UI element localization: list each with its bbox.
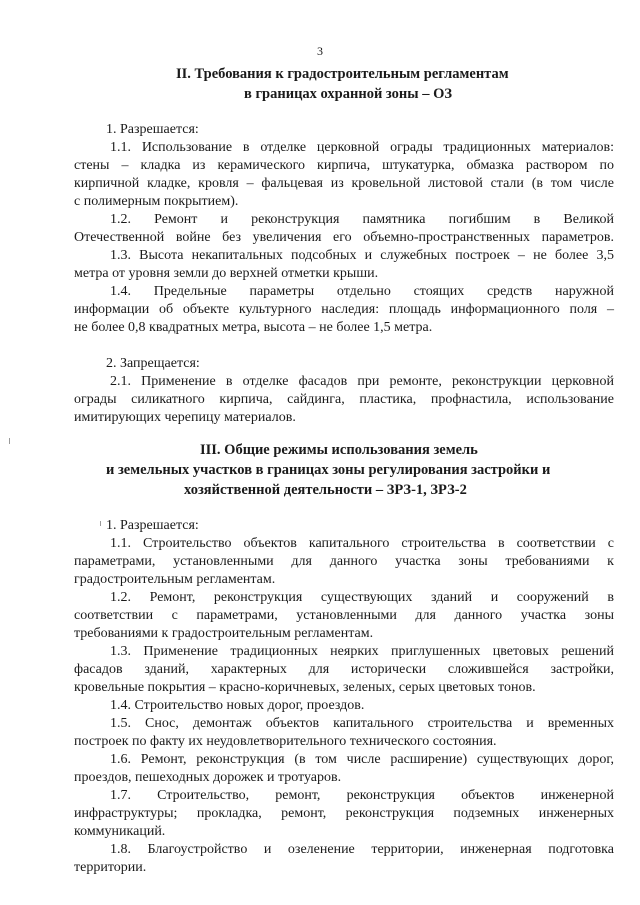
section-2-prohibited-label: 2. Запрещается: <box>106 356 200 371</box>
section-2-permitted-label: 1. Разрешается: <box>106 122 199 137</box>
section-3-line: кровельные покрытия – красно-коричневых, зеленых, серых цветовых тонов. <box>74 680 536 695</box>
section-2-line: кирпичной кладке, кровля – фальцевая из кровельной листовой стали (в том числе <box>74 176 614 191</box>
section-2-line: 1.2. Ремонт и реконструкция памятника погибшим в Великой <box>110 212 614 227</box>
section-3-title-line-2: и земельных участков в границах зоны регулирования застройки и <box>106 462 551 478</box>
section-3-line: соответствии с параметрами, установленными для данного участка зоны <box>74 608 614 623</box>
section-3-line: параметрами, установленными для данного участка зоны требованиями к <box>74 554 614 569</box>
section-2-line: 1.1. Использование в отделке церковной ограды традиционных материалов: <box>110 140 614 155</box>
section-3-line: 1.2. Ремонт, реконструкция существующих зданий и сооружений в <box>110 590 614 605</box>
section-2-line: 2.1. Применение в отделке фасадов при ремонте, реконструкции церковной <box>110 374 614 389</box>
section-2-line: имитирующих черепицу материалов. <box>74 410 296 425</box>
section-2-line: ограды силикатного кирпича, сайдинга, пластика, профнастила, использование <box>74 392 614 407</box>
section-2-line: метра от уровня земли до верхней отметки крыши. <box>74 266 379 281</box>
section-3-line: территории. <box>74 860 147 875</box>
section-3-line: проездов, пешеходных дорожек и тротуаров. <box>74 770 342 785</box>
section-2-title-line-1: II. Требования к градостроительным регламентам <box>176 66 509 82</box>
section-2-line: с полимерным покрытием). <box>74 194 239 209</box>
section-3-line: 1.1. Строительство объектов капитального строительства в соответствии с <box>110 536 614 551</box>
page-number: 3 <box>317 44 323 58</box>
section-3-line: фасадов зданий, характерных для исторически сложившейся застройки, <box>74 662 614 677</box>
section-3-line: требованиями к градостроительным регламентам. <box>74 626 374 641</box>
section-3-line: построек по факту их неудовлетворительного технического состояния. <box>74 734 497 749</box>
section-3-title-line-3: хозяйственной деятельности – ЗРЗ-1, ЗРЗ-2 <box>184 482 467 498</box>
section-2-line: 1.3. Высота некапитальных подсобных и служебных построек – не более 3,5 <box>110 248 614 263</box>
section-3-line: 1.5. Снос, демонтаж объектов капитального строительства и временных <box>110 716 614 731</box>
section-3-line: 1.8. Благоустройство и озеленение территории, инженерная подготовка <box>110 842 614 857</box>
section-2-line: 1.4. Предельные параметры отдельно стоящих средств наружной <box>110 284 614 299</box>
section-2-line: стены – кладка из керамического кирпича, штукатурка, обмазка раствором по <box>74 158 614 173</box>
section-2-line: Отечественной войне без увеличения его объемно-пространственных параметров. <box>74 230 614 245</box>
section-2-line: не более 0,8 квадратных метра, высота – не более 1,5 метра. <box>74 320 433 335</box>
section-3-line: 1.3. Применение традиционных неярких приглушенных цветовых решений <box>110 644 614 659</box>
section-3-line: 1.4. Строительство новых дорог, проездов. <box>110 698 365 713</box>
scan-artifact <box>100 521 101 526</box>
scan-artifact <box>9 438 10 444</box>
section-2-title-line-2: в границах охранной зоны – ОЗ <box>244 86 453 102</box>
section-3-line: инфраструктуры; прокладка, ремонт, реконструкция подземных инженерных <box>74 806 614 821</box>
section-3-line: коммуникаций. <box>74 824 166 839</box>
section-2-line: информации об объекте культурного наследия: площадь информационного поля – <box>74 302 614 317</box>
section-3-line: градостроительным регламентам. <box>74 572 276 587</box>
section-3-line: 1.7. Строительство, ремонт, реконструкция объектов инженерной <box>110 788 614 803</box>
section-3-title-line-1: III. Общие режимы использования земель <box>200 442 478 458</box>
section-3-permitted-label: 1. Разрешается: <box>106 518 199 533</box>
section-3-line: 1.6. Ремонт, реконструкция (в том числе расширение) существующих дорог, <box>110 752 614 767</box>
